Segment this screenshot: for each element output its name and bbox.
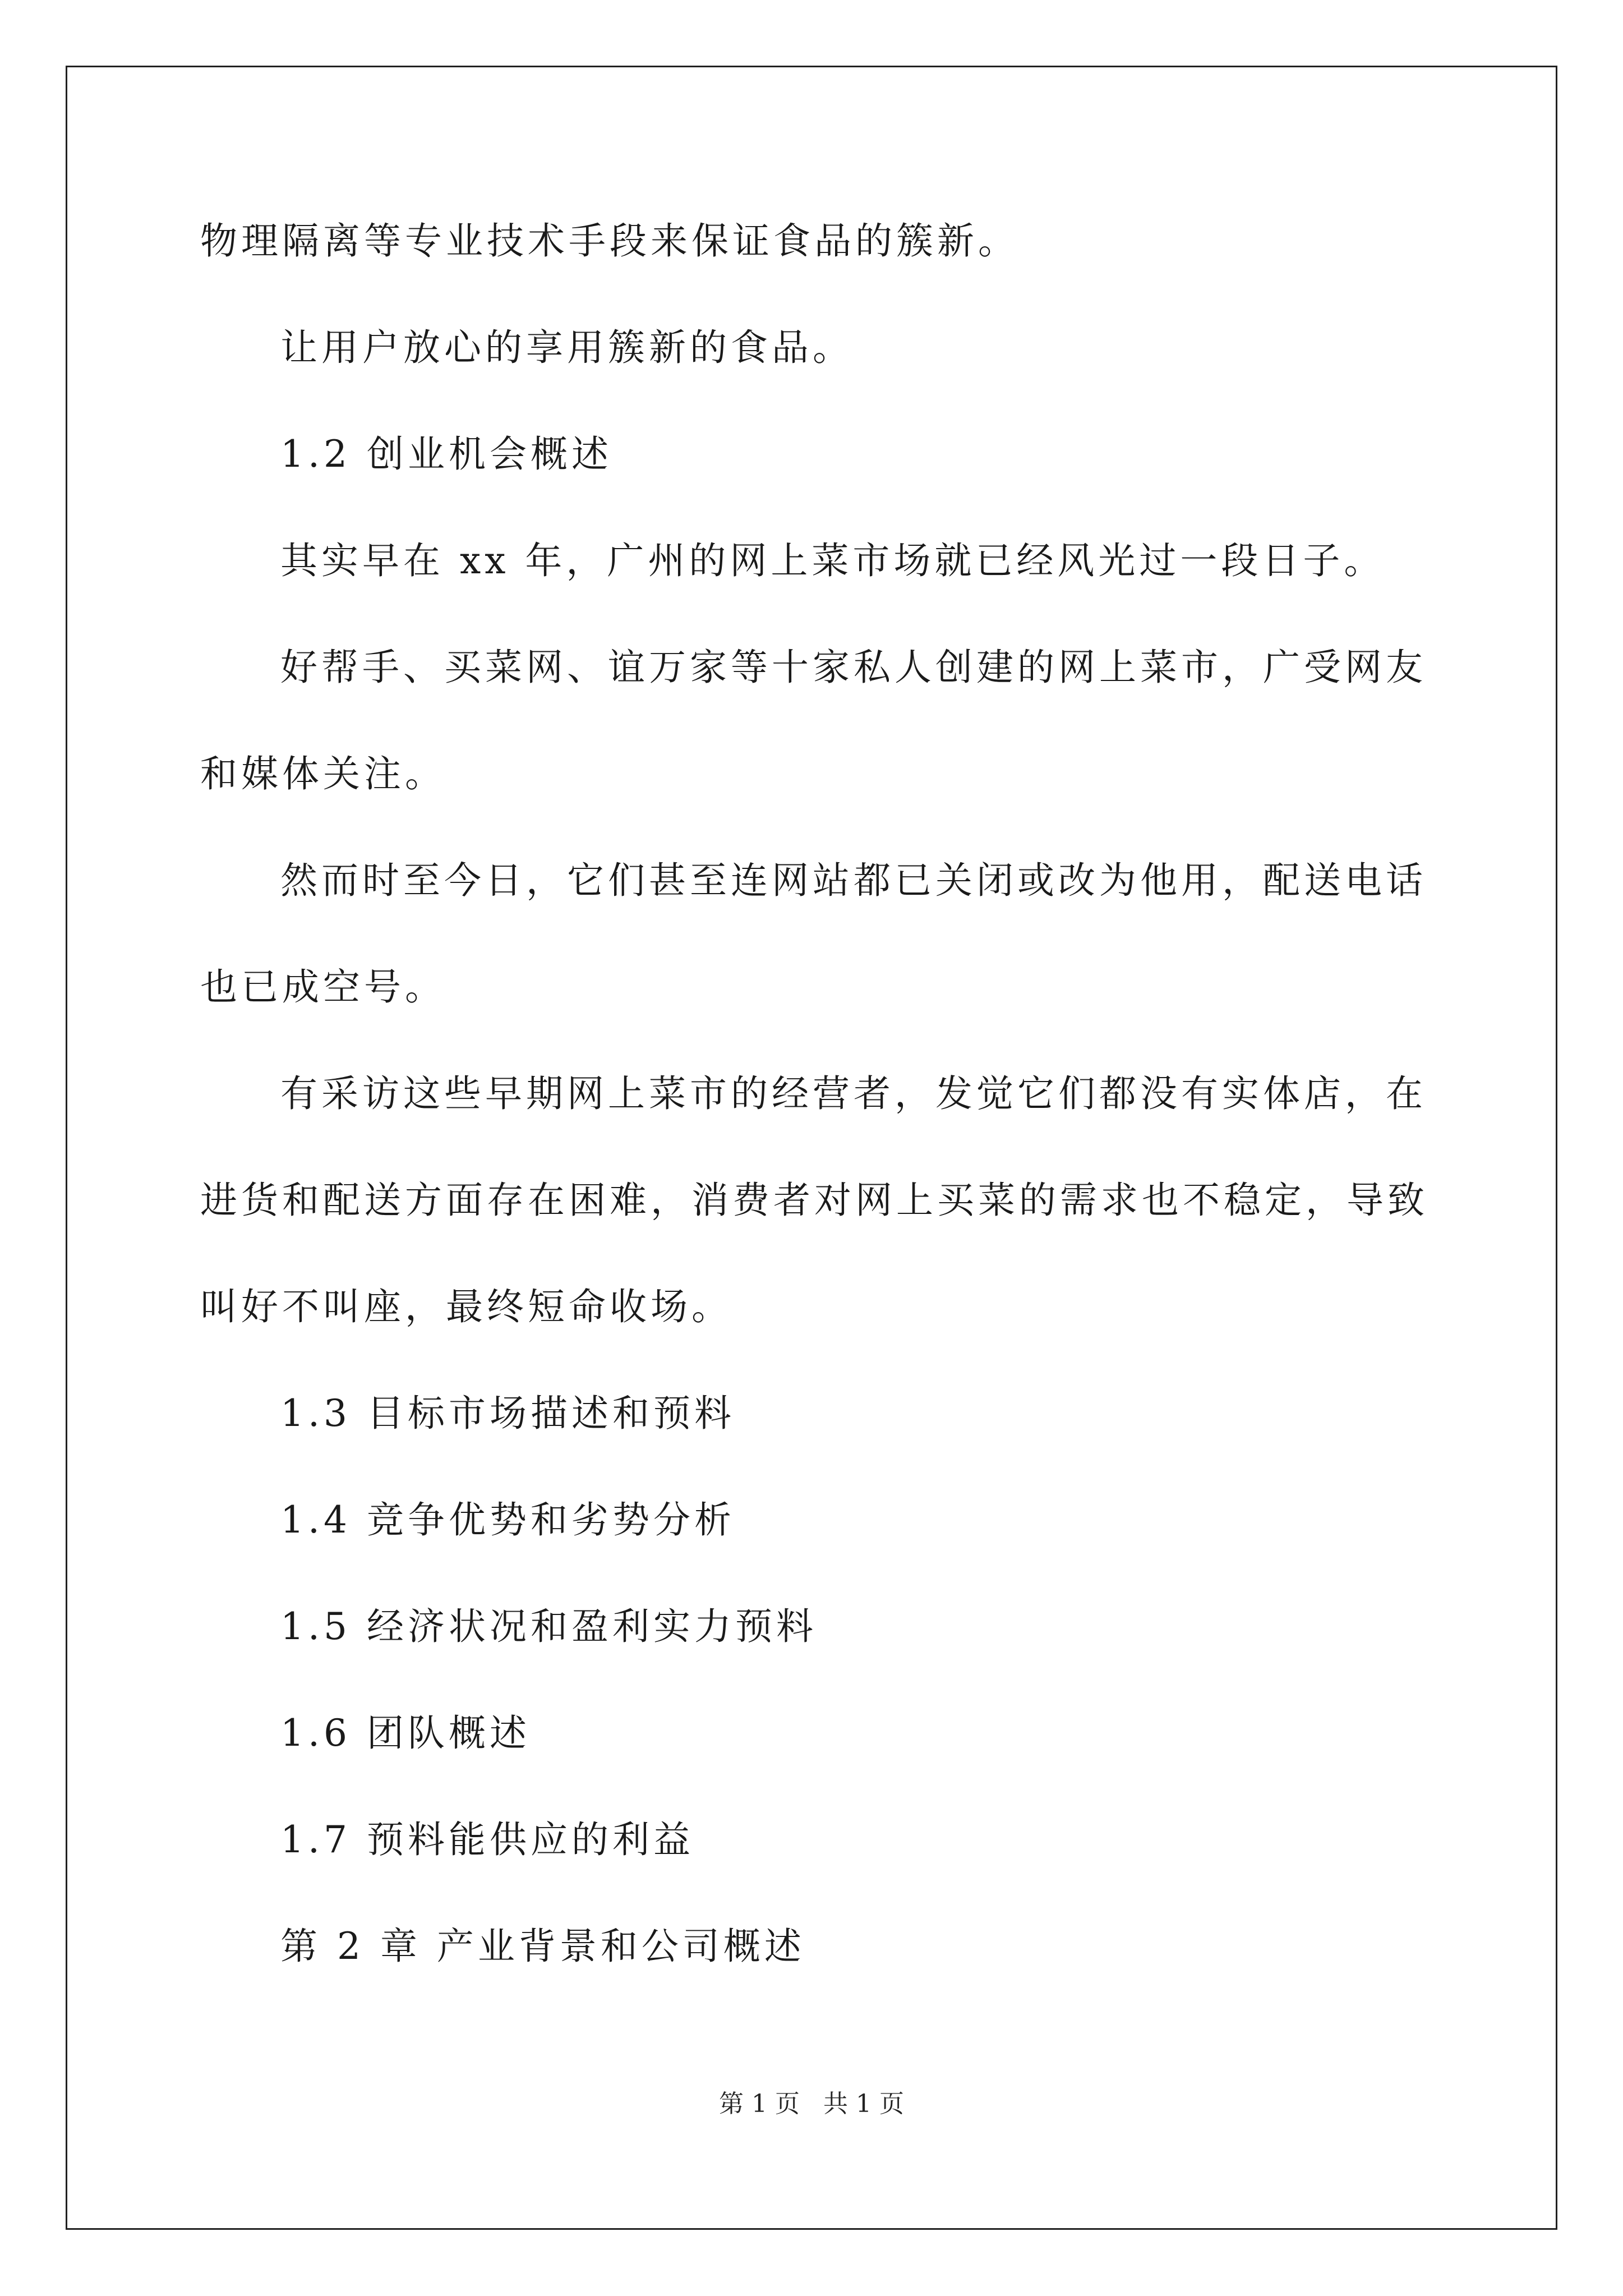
section-heading: 1.2 创业机会概述 xyxy=(280,432,612,476)
section-heading: 1.7 预料能供应的利益 xyxy=(280,1818,694,1861)
page-footer: 第 1 页 共 1 页 xyxy=(719,2090,904,2118)
section-heading: 1.4 竞争优势和劣势分析 xyxy=(280,1498,735,1542)
paragraph-line: 叫好不叫座，最终短命收场。 xyxy=(200,1285,732,1328)
page-border xyxy=(66,66,1557,2230)
section-heading: 1.6 团队概述 xyxy=(280,1711,531,1755)
paragraph-line: 物理隔离等专业技术手段来保证食品的簇新。 xyxy=(200,219,1019,263)
paragraph-line: 和媒体关注。 xyxy=(200,752,446,795)
paragraph-line: 也已成空号。 xyxy=(200,965,446,1009)
section-heading: 1.3 目标市场描述和预料 xyxy=(280,1392,735,1435)
paragraph-line: 好帮手、买菜网、谊万家等十家私人创建的网上菜市，广受网友 xyxy=(280,646,1427,689)
paragraph-line: 然而时至今日，它们甚至连网站都已关闭或改为他用，配送电话 xyxy=(280,859,1427,902)
paragraph-line: 有采访这些早期网上菜市的经营者，发觉它们都没有实体店，在 xyxy=(280,1072,1427,1115)
paragraph-line: 进货和配送方面存在困难，消费者对网上买菜的需求也不稳定，导致 xyxy=(200,1179,1428,1222)
section-heading: 1.5 经济状况和盈利实力预料 xyxy=(280,1605,817,1648)
paragraph-line: 其实早在 xx 年，广州的网上菜市场就已经风光过一段日子。 xyxy=(280,539,1385,582)
chapter-heading: 第 2 章 产业背景和公司概述 xyxy=(280,1925,805,1968)
paragraph-line: 让用户放心的享用簇新的食品。 xyxy=(280,326,854,369)
